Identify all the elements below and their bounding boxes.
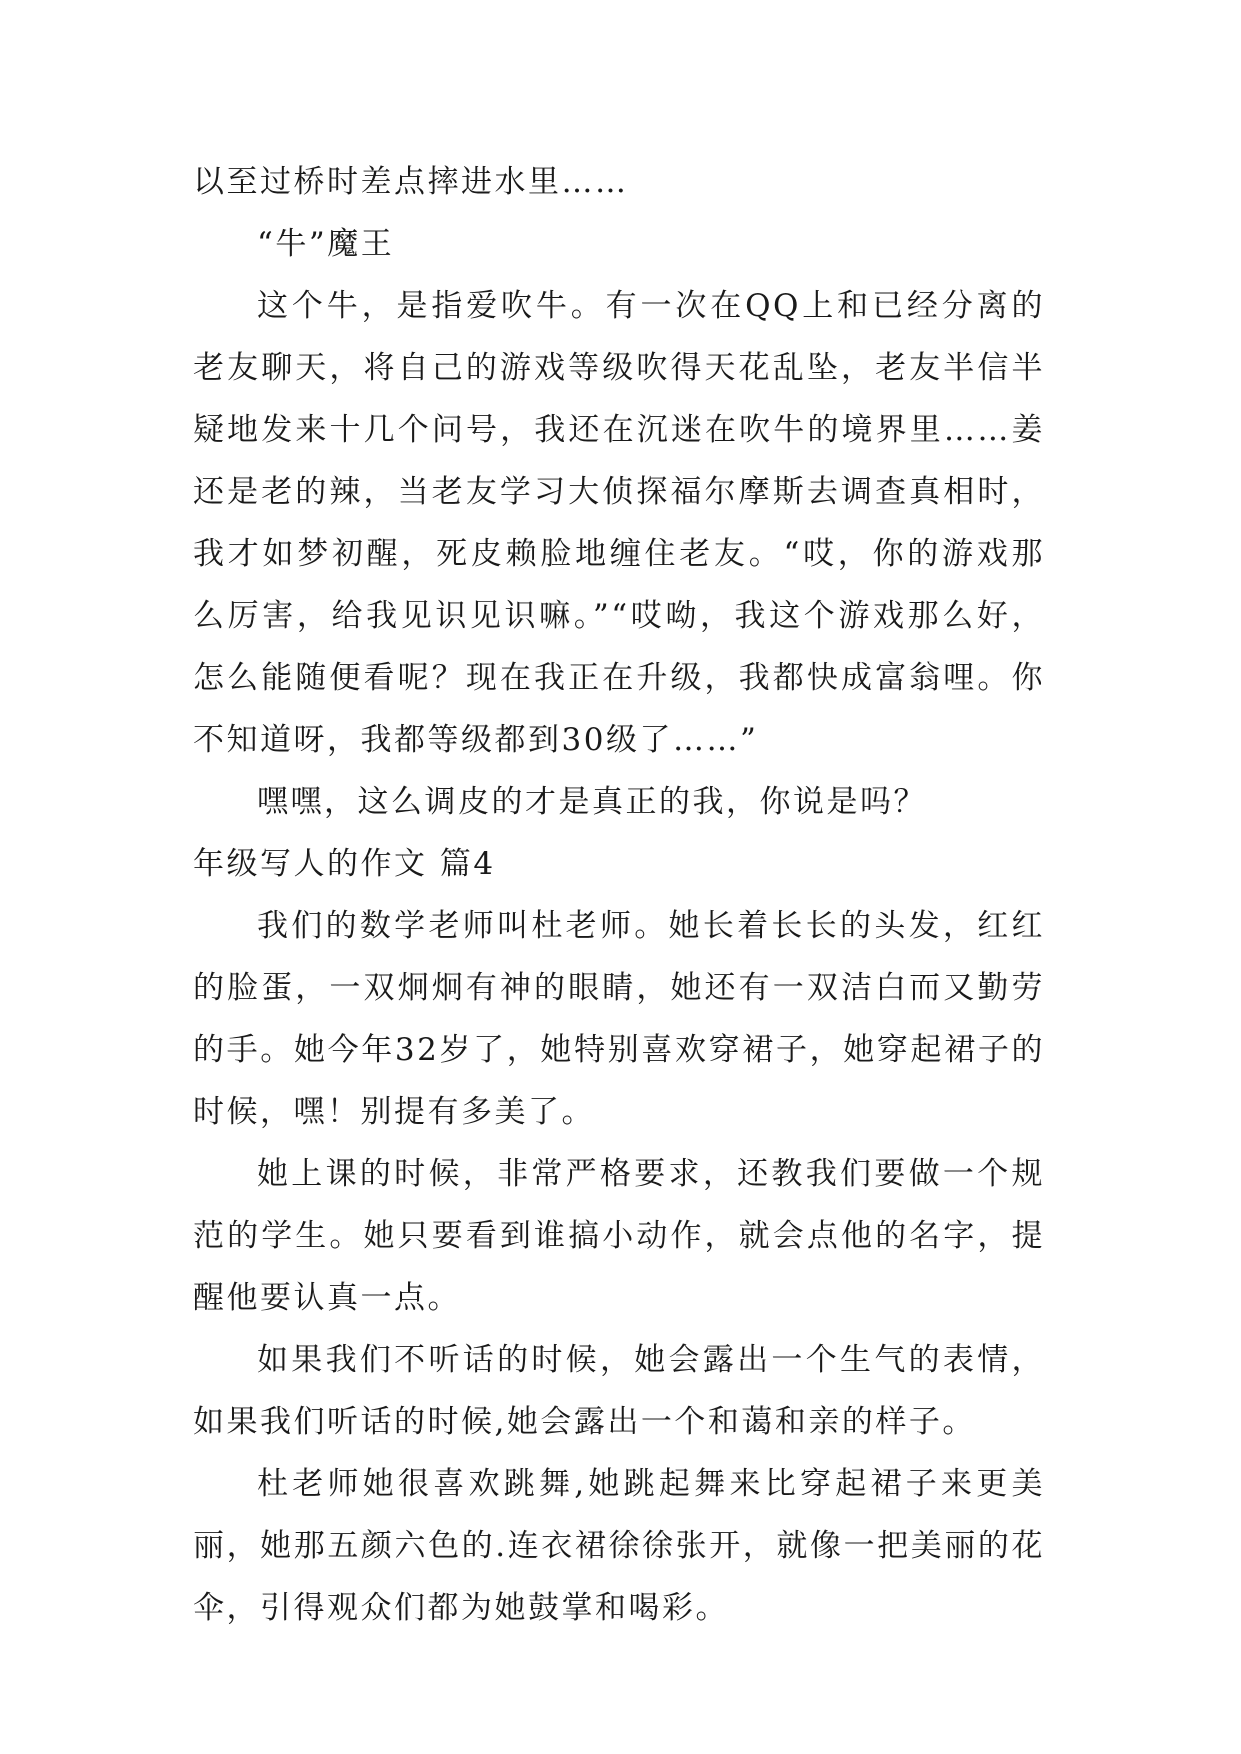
section-subtitle: “牛”魔王 <box>257 226 395 262</box>
section-heading: 年级写人的作文 篇4 <box>193 846 496 882</box>
paragraph: 嘿嘿，这么调皮的才是真正的我，你说是吗？ <box>257 784 927 820</box>
paragraph: 这个牛，是指爱吹牛。有一次在QQ上和已经分离的老友聊天，将自己的游戏等级吹得天花乱坠，老友半信半疑地发来十几个问号，我还在沉迷在吹牛的境界里……姜还是老的辣，当老友学习大侦探福尔摩斯去调查真相时，我才如梦初醒，死皮赖脸地缠住老友。“哎，你的游戏那么厉害，给我见识见识嘛。”“哎呦，我这个游戏那么好，怎么能随便看呢？现在我正在升级，我都快成富翁哩。你不知道呀，我都等级都到30级了……” <box>193 288 1045 758</box>
paragraph: 杜老师她很喜欢跳舞,她跳起舞来比穿起裙子来更美丽，她那五颜六色的.连衣裙徐徐张开，就像一把美丽的花伞，引得观众们都为她鼓掌和喝彩。 <box>193 1466 1045 1626</box>
paragraph: 如果我们不听话的时候，她会露出一个生气的表情，如果我们听话的时候,她会露出一个和蔼和亲的样子。 <box>193 1342 1045 1440</box>
paragraph: 她上课的时候，非常严格要求，还教我们要做一个规范的学生。她只要看到谁搞小动作，就会点他的名字，提醒他要认真一点。 <box>193 1156 1045 1316</box>
paragraph: 以至过桥时差点摔进水里…… <box>193 164 629 200</box>
paragraph: 我们的数学老师叫杜老师。她长着长长的头发，红红的脸蛋，一双炯炯有神的眼睛，她还有一双洁白而又勤劳的手。她今年32岁了，她特别喜欢穿裙子，她穿起裙子的时候，嘿！别提有多美了。 <box>193 908 1045 1130</box>
document-body <box>193 151 1045 1639</box>
